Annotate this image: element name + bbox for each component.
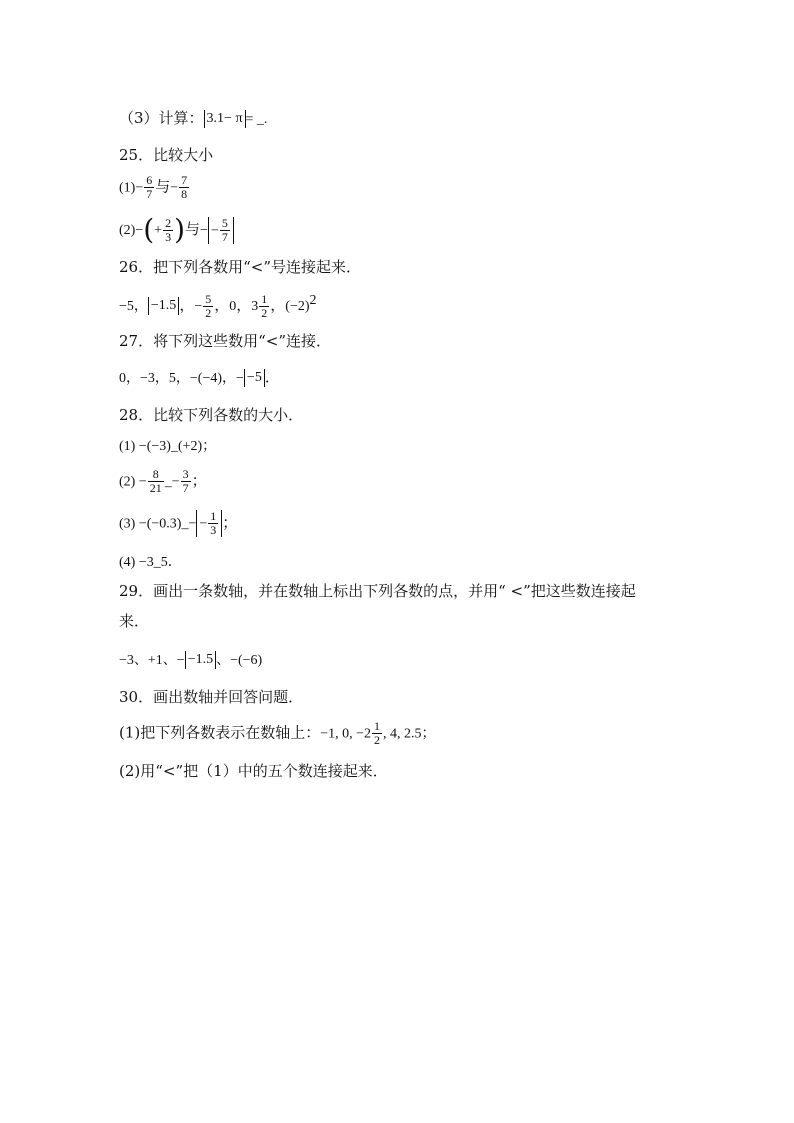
q29-numbers: −3、+1、− −1.5 、−(−6): [119, 652, 263, 668]
q30-title: 30．画出数轴并回答问题．: [119, 688, 304, 706]
q29-title: 29．画出一条数轴，并在数轴上标出下列各数的点，并用“ <”把这些数连接起: [119, 582, 636, 600]
q28-title: 28．比较下列各数的大小．: [119, 406, 304, 424]
abs-expression: − $\frac{5}{7}$: [208, 217, 234, 244]
fraction: $\frac{6}{7}$: [146, 173, 153, 201]
q27-numbers: 0，−3，5，−(−4)，− −5 ．: [119, 368, 280, 386]
fraction: $\frac{2}{3}$: [165, 215, 172, 244]
fraction: $\frac{1}{2}$: [374, 719, 381, 747]
q26-numbers: −5， −1.5 ，− $\frac{5}{2}$ ，0，3 $\frac{1}{2}$ ，$(-2)^2$: [119, 291, 317, 320]
fraction: $\frac{3}{7}$: [182, 467, 189, 495]
q24-part3: （3）计算： 3.1− π = _.: [119, 109, 268, 127]
fraction: $\frac{7}{8}$: [181, 173, 188, 201]
q27-title: 27．将下列这些数用“<”连接．: [119, 332, 331, 350]
fraction: $\frac{5}{2}$: [205, 291, 212, 320]
abs-expression: −1.5: [148, 297, 179, 315]
fraction: $\frac{8}{21}$: [149, 467, 162, 495]
q30-part2: (2)用“<”把（1）中的五个数连接起来．: [119, 762, 388, 780]
q25-title: 25．比较大小: [119, 146, 214, 164]
q28-part1: (1) −(−3)_(+2)；: [119, 439, 217, 454]
abs-expression: 3.1− π: [204, 110, 246, 128]
q25-part1: (1)− $\frac{6}{7}$ 与− $\frac{7}{8}$: [119, 173, 188, 201]
q28-part2: (2) − $\frac{8}{21}$ _− $\frac{3}{7}$ ；: [119, 467, 207, 495]
q29-title-cont: 来．: [119, 612, 150, 630]
abs-expression: −5: [244, 369, 265, 387]
fraction: $\frac{1}{2}$: [261, 291, 268, 320]
abs-expression: −1.5: [185, 651, 216, 669]
q26-title: 26．把下列各数用“<”号连接起来．: [119, 258, 361, 276]
abs-expression: − $\frac{1}{3}$: [196, 510, 222, 537]
q28-part4: (4) −3_5．: [119, 555, 182, 570]
q30-part1: (1)把下列各数表示在数轴上：−1, 0, −2 $\frac{1}{2}$ , 4, 2.5；: [119, 719, 436, 747]
q28-part3: (3) −(−0.3)_− − $\frac{1}{3}$ ；: [119, 509, 238, 537]
q25-part2: (2)−(+ $\frac{2}{3}$ )与− − $\frac{5}{7}$: [119, 216, 234, 244]
